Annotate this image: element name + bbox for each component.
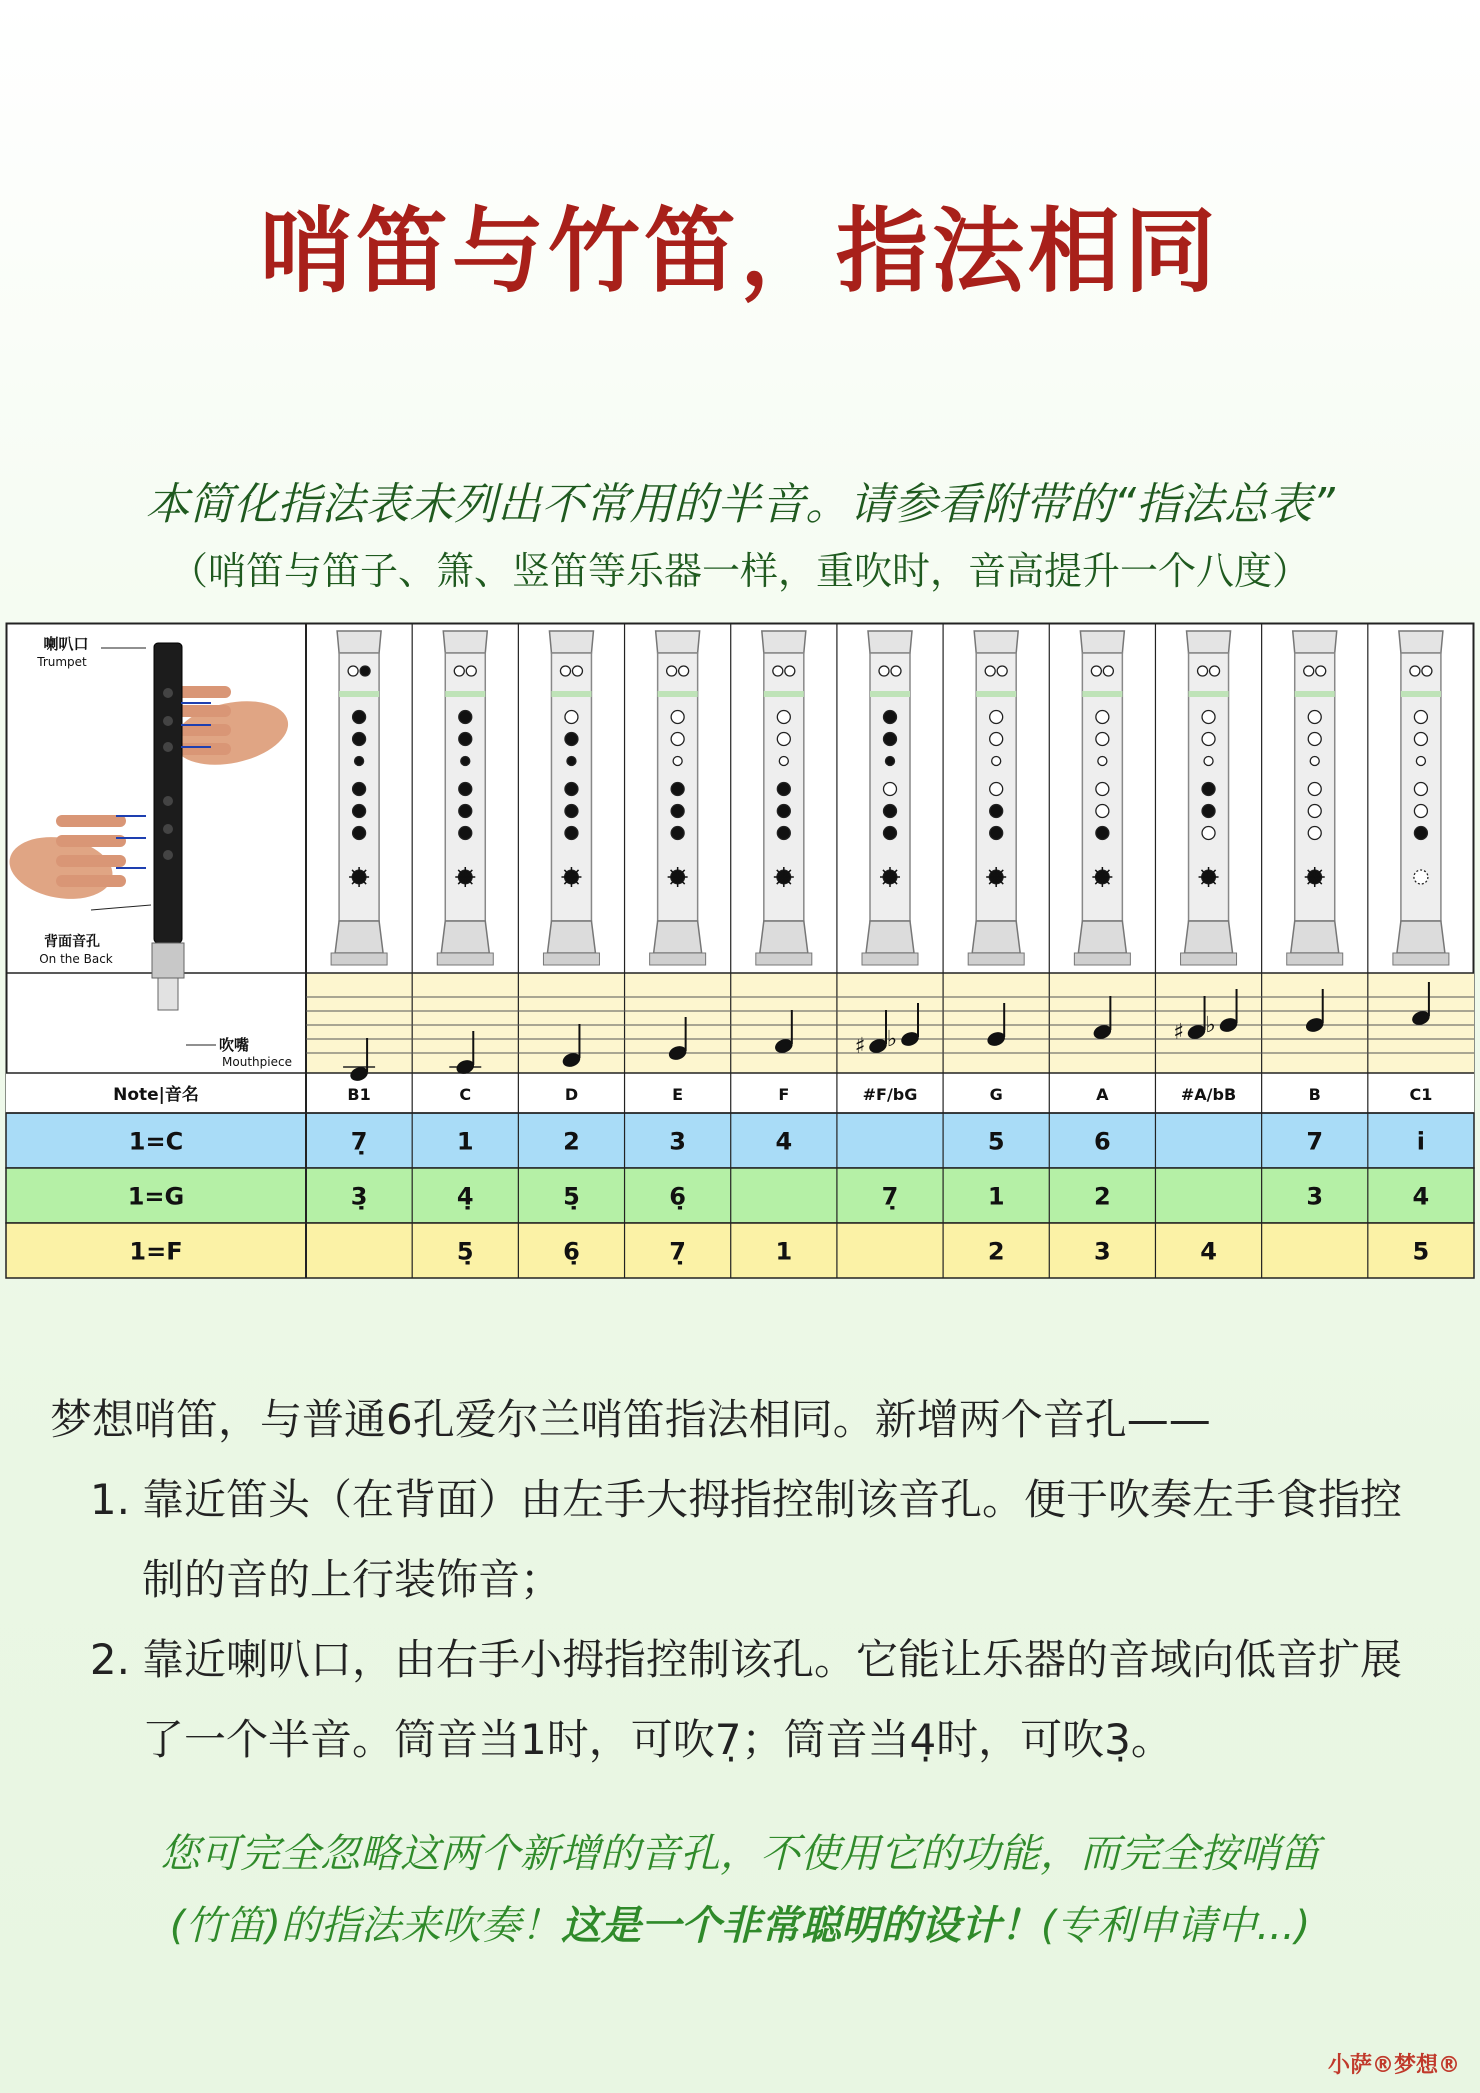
finger-hole-closed — [1202, 783, 1215, 796]
finger-hole-open — [884, 783, 897, 796]
description-item-2 — [50, 1620, 1450, 1780]
row-cell-value: 4 — [775, 1127, 793, 1156]
thumb-hole-open — [466, 666, 476, 676]
row-cell-value: 1 — [456, 1127, 474, 1156]
whistle-band — [1401, 691, 1441, 697]
thumb-hole-open — [454, 666, 464, 676]
whistle-diagram — [1074, 631, 1130, 965]
finger-hole-closed — [884, 711, 897, 724]
subtitle-note: （哨笛与笛子、箫、竖笛等乐器一样，重吹时，音高提升一个八度） — [169, 549, 1310, 593]
mouthpiece-cap — [656, 631, 700, 653]
row-cell-value: 1 — [775, 1237, 793, 1266]
note-name: B — [1308, 1085, 1321, 1104]
brand-logo: 小萨®梦想® — [1327, 2053, 1460, 2078]
thumb-hole-open — [891, 666, 901, 676]
finger-hole-open — [779, 757, 788, 766]
finger-hole-open — [1414, 711, 1427, 724]
whistle-diagram — [1181, 631, 1237, 965]
note-name: G — [989, 1085, 1003, 1104]
whistle-diagram — [650, 631, 706, 965]
row-key-label: 1=F — [129, 1237, 183, 1266]
finger-hole-closed — [671, 827, 684, 840]
whistle-hole — [163, 742, 173, 752]
finger-hole-closed — [353, 733, 366, 746]
row-cell-value: 3 — [1094, 1237, 1111, 1266]
row-cell-value: 3 — [669, 1127, 686, 1156]
fingering-chart — [6, 623, 1474, 1278]
finger-hole-open — [1202, 711, 1215, 724]
finger-hole-closed — [1202, 805, 1215, 818]
finger-hole-closed — [567, 757, 576, 766]
finger-illustration — [56, 855, 126, 867]
finger-hole-closed — [565, 783, 578, 796]
finger-hole-closed — [353, 805, 366, 818]
note-name: F — [778, 1085, 790, 1104]
finger-illustration — [56, 835, 126, 847]
whistle-hole — [163, 688, 173, 698]
finger-hole-closed — [884, 827, 897, 840]
thumb-hole-open — [1316, 666, 1326, 676]
row-cell-value: 7̣ — [350, 1127, 368, 1156]
description — [50, 1380, 1450, 1780]
finger-hole-closed — [1096, 827, 1109, 840]
finger-hole-closed — [353, 711, 366, 724]
whistle-foot — [1291, 921, 1339, 953]
finger-hole-closed — [565, 827, 578, 840]
silver-mouthpiece — [152, 943, 184, 978]
finger-hole-closed — [565, 805, 578, 818]
row-cell-value: 7̣ — [881, 1182, 899, 1211]
thumb-hole-open — [679, 666, 689, 676]
bell-hole-open — [1414, 870, 1428, 884]
finger-hole-closed — [990, 805, 1003, 818]
finger-hole-open — [777, 733, 790, 746]
thumb-hole-open — [572, 666, 582, 676]
whistle-diagram — [543, 631, 599, 965]
closing-line-2c: (专利申请中...) — [1040, 1903, 1311, 1949]
finger-hole-open — [671, 711, 684, 724]
whistle-foot-ring — [1074, 953, 1130, 965]
trumpet-label-cn: 喇叭口 — [43, 635, 89, 653]
whistle-foot — [441, 921, 489, 953]
whistle-diagram — [756, 631, 812, 965]
staff-background — [306, 973, 1474, 1073]
accidental-symbol: ♭ — [886, 1027, 898, 1052]
mouthpiece-cap — [1187, 631, 1231, 653]
row-cell-value: 2 — [1094, 1182, 1111, 1211]
row-cell-value: 1 — [987, 1182, 1005, 1211]
mouthpiece-cap — [1293, 631, 1337, 653]
row-cell-value: 3 — [1306, 1182, 1324, 1211]
finger-hole-open — [990, 733, 1003, 746]
whistle-hole — [163, 850, 173, 860]
thumb-hole-open — [667, 666, 677, 676]
whistle-foot-ring — [1287, 953, 1343, 965]
description-intro: 梦想哨笛，与普通6孔爱尔兰哨笛指法相同。新增两个音孔—— — [50, 1395, 1211, 1444]
whistle-hole — [163, 824, 173, 834]
thumb-hole-open — [1210, 666, 1220, 676]
description-item-1 — [50, 1460, 1450, 1620]
finger-hole-open — [1414, 783, 1427, 796]
row-cell-value: 7 — [1306, 1127, 1324, 1156]
finger-hole-closed — [353, 827, 366, 840]
mouthpiece-tip — [158, 978, 178, 1010]
finger-hole-closed — [459, 805, 472, 818]
whistle-foot — [866, 921, 914, 953]
finger-hole-open — [1416, 757, 1425, 766]
note-name: C1 — [1409, 1085, 1433, 1104]
finger-illustration — [56, 875, 126, 887]
row-cell-value: 5̣ — [456, 1237, 474, 1266]
whistle-foot — [335, 921, 383, 953]
finger-hole-open — [1308, 827, 1321, 840]
accidental-symbol: ♭ — [1205, 1013, 1216, 1038]
mouthpiece-cap — [337, 631, 381, 653]
mouthpiece-label-cn: 吹嘴 — [218, 1036, 250, 1054]
finger-hole-open — [1308, 733, 1321, 746]
finger-hole-open — [1414, 805, 1427, 818]
note-name: B1 — [347, 1085, 371, 1104]
thumb-hole-open — [1091, 666, 1101, 676]
row-cell-value: 6 — [1094, 1127, 1111, 1156]
whistle-diagram — [437, 631, 493, 965]
row-key-label: 1=G — [127, 1182, 185, 1211]
mouthpiece-cap — [868, 631, 912, 653]
whistle-band — [658, 691, 698, 697]
row-cell-value: 6̣ — [669, 1182, 686, 1211]
finger-hole-closed — [777, 783, 790, 796]
whistle-foot — [1397, 921, 1445, 953]
whistle-foot — [972, 921, 1020, 953]
row-key-label: 1=C — [128, 1127, 184, 1156]
note-name: E — [672, 1085, 684, 1104]
finger-hole-closed — [353, 783, 366, 796]
finger-hole-closed — [459, 827, 472, 840]
finger-hole-open — [1098, 757, 1107, 766]
whistle-foot-ring — [862, 953, 918, 965]
note-name: #A/bB — [1180, 1085, 1237, 1104]
thumb-hole-closed — [360, 666, 370, 676]
thumb-hole-open — [1410, 666, 1420, 676]
finger-hole-open — [1096, 783, 1109, 796]
finger-hole-open — [990, 711, 1003, 724]
whistle-diagram — [331, 631, 387, 965]
row-cell-value: 6̣ — [563, 1237, 580, 1266]
row-cell-value: 5̣ — [563, 1182, 580, 1211]
finger-hole-open — [1096, 805, 1109, 818]
trumpet-label-en: Trumpet — [37, 655, 87, 669]
whistle-foot — [1078, 921, 1126, 953]
row-cell-value: 4̣ — [456, 1182, 474, 1211]
whistle-hole — [163, 716, 173, 726]
whistle-band — [339, 691, 379, 697]
closing-line-2 — [0, 1890, 1480, 1962]
row-cell-value: 5 — [987, 1127, 1005, 1156]
whistle-band — [445, 691, 485, 697]
subtitle-main: 本简化指法表未列出不常用的半音。请参看附带的“指法总表” — [145, 479, 1335, 530]
whistle-foot — [654, 921, 702, 953]
row-cell-value: 3̣ — [350, 1182, 368, 1211]
finger-hole-open — [990, 783, 1003, 796]
item-number: 1. — [89, 1475, 130, 1524]
row-1=F — [6, 1223, 1474, 1278]
note-name: A — [1096, 1085, 1109, 1104]
row-cell-value: 2 — [563, 1127, 580, 1156]
whistle-foot-ring — [437, 953, 493, 965]
row-cell-value: 5 — [1412, 1237, 1430, 1266]
thumb-hole-open — [785, 666, 795, 676]
finger-hole-closed — [990, 827, 1003, 840]
whistle-band — [976, 691, 1016, 697]
finger-hole-closed — [461, 757, 470, 766]
mouthpiece-cap — [549, 631, 593, 653]
finger-hole-open — [992, 757, 1001, 766]
header-background — [6, 1073, 1474, 1113]
whistle-foot-ring — [968, 953, 1024, 965]
whistle-band — [1295, 691, 1335, 697]
finger-illustration — [56, 815, 126, 827]
thumb-hole-open — [879, 666, 889, 676]
finger-hole-closed — [459, 711, 472, 724]
note-name: D — [564, 1085, 579, 1104]
note-header-label: Note|音名 — [113, 1085, 199, 1105]
thumb-hole-open — [1103, 666, 1113, 676]
closing-highlight: 这是一个非常聪明的设计！ — [560, 1903, 1041, 1949]
finger-hole-open — [1204, 757, 1213, 766]
whistle-diagram — [862, 631, 918, 965]
item-number: 2. — [89, 1635, 130, 1684]
finger-hole-open — [1308, 783, 1321, 796]
item-text: 靠近笛头（在背面）由左手大拇指控制该音孔。便于吹奏左手食指控制的音的上行装饰音； — [142, 1475, 1403, 1604]
thumb-hole-open — [985, 666, 995, 676]
note-name: #F/bG — [862, 1085, 918, 1104]
thumb-hole-open — [560, 666, 570, 676]
row-cell-value: 4 — [1412, 1182, 1430, 1211]
whistle-band — [870, 691, 910, 697]
finger-hole-open — [671, 733, 684, 746]
thumb-hole-open — [773, 666, 783, 676]
whistle-foot — [1185, 921, 1233, 953]
item-text: 靠近喇叭口，由右手小拇指控制该孔。它能让乐器的音域向低音扩展了一个半音。筒音当1时，可吹7̣；筒音当4̣时，可吹3̣。 — [142, 1635, 1403, 1764]
finger-hole-closed — [886, 757, 895, 766]
note-name: C — [459, 1085, 472, 1104]
finger-hole-closed — [884, 733, 897, 746]
whistle-diagram — [1287, 631, 1343, 965]
row-cell-value: 2 — [987, 1237, 1005, 1266]
whistle-foot — [760, 921, 808, 953]
whistle-diagram — [1393, 631, 1449, 965]
finger-hole-closed — [777, 827, 790, 840]
finger-hole-open — [1308, 805, 1321, 818]
whistle-band — [551, 691, 591, 697]
finger-hole-open — [1096, 711, 1109, 724]
finger-hole-open — [777, 711, 790, 724]
mouthpiece-cap — [443, 631, 487, 653]
whistle-band — [764, 691, 804, 697]
finger-hole-open — [1096, 733, 1109, 746]
row-cell-value: 7̣ — [669, 1237, 686, 1266]
whistle-foot-ring — [1393, 953, 1449, 965]
finger-hole-closed — [777, 805, 790, 818]
whistle-diagram — [968, 631, 1024, 965]
row-1=G — [6, 1168, 1474, 1223]
mouthpiece-cap — [1080, 631, 1124, 653]
thumb-hole-open — [997, 666, 1007, 676]
finger-hole-closed — [884, 805, 897, 818]
finger-hole-closed — [565, 733, 578, 746]
thumb-hole-open — [1198, 666, 1208, 676]
page-title: 哨笛与竹笛，指法相同 — [259, 198, 1220, 305]
finger-hole-closed — [355, 757, 364, 766]
finger-hole-closed — [1414, 827, 1427, 840]
finger-hole-open — [1202, 733, 1215, 746]
back-hole-label-cn: 背面音孔 — [44, 934, 100, 950]
mouthpiece-cap — [762, 631, 806, 653]
whistle-foot-ring — [1181, 953, 1237, 965]
finger-hole-open — [565, 711, 578, 724]
whistle-foot-ring — [331, 953, 387, 965]
mouthpiece-label-en: Mouthpiece — [222, 1055, 292, 1069]
row-1=C — [6, 1113, 1474, 1168]
whistle-foot — [547, 921, 595, 953]
mouthpiece-cap — [1399, 631, 1443, 653]
thumb-hole-open — [348, 666, 358, 676]
whistle-band — [1082, 691, 1122, 697]
finger-hole-closed — [671, 805, 684, 818]
closing-note — [0, 1818, 1480, 1962]
accidental-symbol: ♯ — [1173, 1020, 1184, 1045]
closing-line-2a: (竹笛)的指法来吹奏！ — [169, 1903, 561, 1949]
mouthpiece-cap — [974, 631, 1018, 653]
row-cell-value: i̇ — [1416, 1127, 1426, 1156]
whistle-foot-ring — [650, 953, 706, 965]
finger-hole-open — [1202, 827, 1215, 840]
back-hole-label-en: On the Back — [39, 952, 113, 966]
finger-hole-open — [1308, 711, 1321, 724]
finger-hole-closed — [459, 733, 472, 746]
whistle-foot-ring — [756, 953, 812, 965]
thumb-hole-open — [1422, 666, 1432, 676]
accidental-symbol: ♯ — [854, 1034, 866, 1059]
finger-hole-open — [1310, 757, 1319, 766]
whistle-hole — [163, 796, 173, 806]
finger-hole-closed — [459, 783, 472, 796]
row-cell-value: 4 — [1200, 1237, 1217, 1266]
whistle-band — [1189, 691, 1229, 697]
thumb-hole-open — [1304, 666, 1314, 676]
finger-hole-closed — [671, 783, 684, 796]
whistle-foot-ring — [543, 953, 599, 965]
finger-hole-open — [673, 757, 682, 766]
finger-hole-open — [1414, 733, 1427, 746]
closing-line-1: 您可完全忽略这两个新增的音孔，不使用它的功能，而完全按哨笛 — [160, 1831, 1320, 1877]
